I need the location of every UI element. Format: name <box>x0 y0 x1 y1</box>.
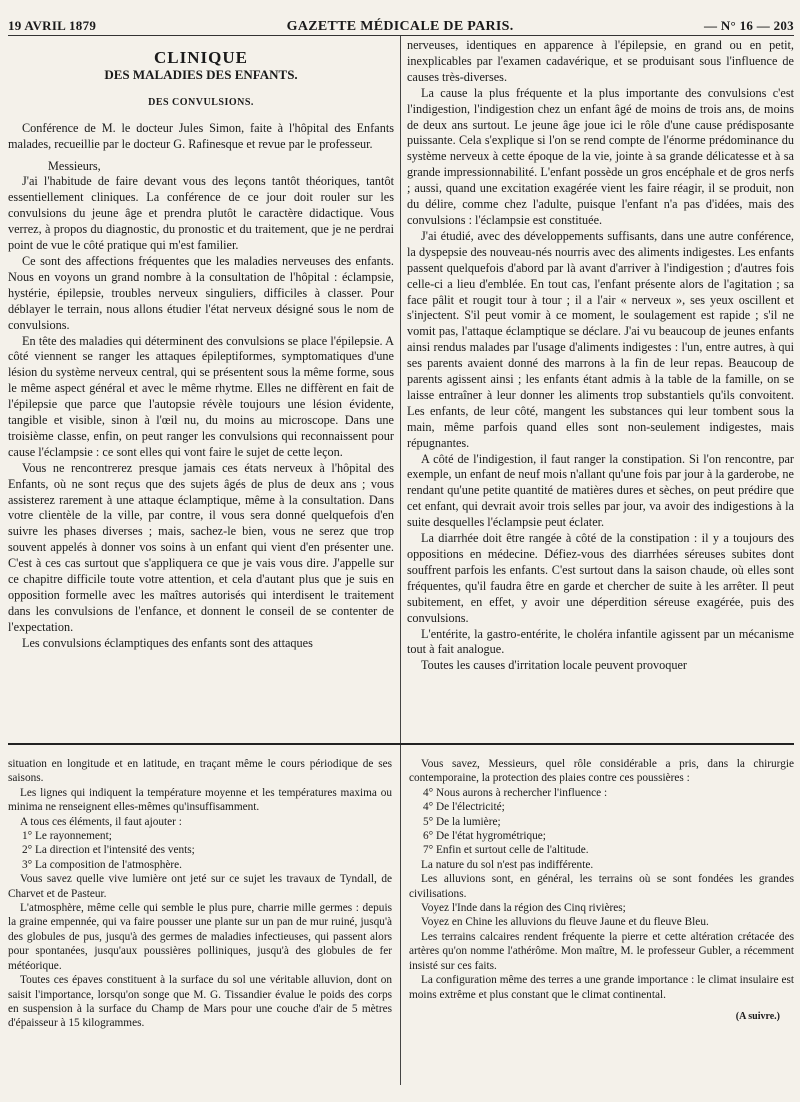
paragraph: Vous ne rencontrerez presque jamais ces états nerveux à l'hôpital des Enfants, où ne sont reçus que des sujets âgés de plus de deux ans ; vous assisterez rarement à une attaque éclamptique, même à la consultation. Dans votre clientèle de la ville, par contre, il vous sera donné quelquefois d'en suivre les phases diverses ; mais, sachez-le bien, vous ne serez que trop souvent appelés à donner vos soins à un enfant qui vient d'en présenter une. C'est à ces cas surtout que s'appliquera ce que je vais vous dire. J'appelle sur ce chapitre difficile toute votre attention, et cela d'autant plus que je suis en opposition formelle avec les maîtres autorisés qui interdisent le traitement dans les convulsions de l'enfance, et donnent le conseil de se contenter de l'expectation. <box>8 460 394 634</box>
paragraph: Voyez l'Inde dans la région des Cinq rivières; <box>421 902 626 915</box>
list-item: 7° Enfin et surtout celle de l'altitude. <box>423 844 589 857</box>
paragraph: L'atmosphère, même celle qui semble le plus pure, charrie mille germes : depuis la graine empennée, qui va faire pousser une plante sur un pan de mur ruiné, jusqu'à des globules de pus, jusqu'à des germes de maladies infectieuses, qui passent alors pour spontanées, jusqu'aux poussières polliniques, jusqu'à des globules de fer météorique. <box>8 902 392 972</box>
list-item: 4° Nous aurons à rechercher l'influence : <box>423 786 608 799</box>
list-item: 2° La direction et l'intensité des vents; <box>22 844 195 857</box>
bottom-column-left <box>8 745 401 1085</box>
article-bottom <box>8 745 794 1085</box>
section-title: CLINIQUE <box>154 48 248 67</box>
paragraph: Les alluvions sont, en général, les terrains où se sont fondées les grandes civilisations. <box>409 873 794 900</box>
salutation: Messieurs, <box>48 158 101 173</box>
paragraph: Toutes les causes d'irritation locale peuvent provoquer <box>421 658 688 673</box>
paragraph: En tête des maladies qui déterminent des convulsions se place l'épilepsie. A côté viennent se ranger les attaques épileptiformes, symptomatiques d'une lésion du système nerveux central, qui se présentent sous la même forme, sous le même aspect général et avec le même rhytme. Elles ne diffèrent en fait de l'épilepsie que parce que l'autopsie révèle toujours une lésion évidente, tangible et visible, sinon à l'œil nu, du moins au microscope. Dans une troisième classe, enfin, on peut ranger les convulsions qui reconnaissent pour cause l'éclampsie : ce sont elles qui vont faire le sujet de cette leçon. <box>8 333 394 459</box>
section-subtitle: DES MALADIES DES ENFANTS. <box>104 66 298 82</box>
paragraph: Vous savez, Messieurs, quel rôle considérable a pris, dans la chirurgie contemporaine, la protection des plaies contre ces poussières : <box>409 758 794 785</box>
journal-title: GAZETTE MÉDICALE DE PARIS. <box>286 19 514 34</box>
list-item: 6° De l'état hygrométrique; <box>423 830 546 843</box>
page-header <box>8 0 794 36</box>
paragraph: Vous savez quelle vive lumière ont jeté sur ce sujet les travaux de Tyndall, de Charvet et de Pasteur. <box>8 873 392 900</box>
paragraph: A côté de l'indigestion, il faut ranger la constipation. Si l'on rencontre, par exemple, un enfant de neuf mois n'allant qu'une fois par jour à la garderobe, ne rendant qu'une petite quantité de matières dures et sèches, on peut prédire que cet enfant, qui devrait avoir trois selles par jour, va avoir des indigestions à la suite desquelles l'éclampsie peut éclater. <box>407 451 794 530</box>
list-item: 3° La composition de l'atmosphère. <box>22 858 182 871</box>
to-be-continued: (A suivre.) <box>735 1010 780 1022</box>
issue-date: 19 AVRIL 1879 <box>8 18 97 33</box>
paragraph: J'ai étudié, avec des développements suffisants, dans une autre conférence, la dyspepsie des nouveau-nés nourris avec des aliments indigestes. Les enfants passent quelquefois d'abord par là avant d'arriver à l'indigestion ; d'autres fois celle-ci a lieu d'emblée. En tout cas, l'enfant présente alors de l'agitation ; sa face pâlit et rougit tour à tour ; il a l'air « nerveux », ses yeux oscillent et s'injectent. S'il peut vomir à ce moment, le soulagement est rapide ; s'il ne vomit pas, l'attaque éclamptique se déclare. J'ai vu beaucoup de jeunes enfants ainsi rendus malades par l'usage d'aliments indigestes : l'un, entre autres, à qui ses parents avaient donné des marrons à la fin de leur repas. Beaucoup de parents agissent ainsi ; les enfants étant admis à la table de la famille, on se laisse entraîner à leur donner les aliments trop substantiels qu'ils convoitent. Les enfants, de leur côté, mangent les substances qui leur tombent sous la main, même parfois quand elles sont non-seulement indigestes, mais répugnantes. <box>407 228 794 450</box>
paragraph: Les lignes qui indiquent la température moyenne et les températures maxima ou minima ne renseignent elles-mêmes qu'insuffisamment. <box>8 786 392 814</box>
paragraph: La diarrhée doit être rangée à côté de la constipation : il y a toujours des oppositions en médecine. Défiez-vous des diarrhées séreuses subites dont souffrent parfois les enfants. C'est surtout dans la saison chaude, où elles sont fréquentes, qu'il faudra être en garde et chercher de suite à les arrêter. Il peut subitement, en effet, y avoir une déperdition séreuse exagérée, puis des convulsions. <box>407 531 794 625</box>
article-intro: Conférence de M. le docteur Jules Simon, faite à l'hôpital des Enfants malades, recueillie par le docteur G. Rafinesque et revue par le professeur. <box>8 120 394 151</box>
list-item: 5° De la lumière; <box>423 815 501 828</box>
paragraph: La nature du sol n'est pas indifférente. <box>421 858 594 871</box>
paragraph: Toutes ces épaves constituent à la surface du sol une véritable alluvion, dont on saisit l'importance, lorsqu'on songe que M. G. Tissandier évalue le poids des corps en suspension à la surface du Champ de Mars pour une couche d'air de 5 mètres d'épaisseur à 15 kilogrammes. <box>8 974 392 1030</box>
paragraph: Voyez en Chine les alluvions du fleuve Jaune et du fleuve Bleu. <box>421 916 709 929</box>
bottom-column-right <box>401 745 794 1085</box>
column-right <box>401 36 794 743</box>
issue-number: — N° 16 — 203 <box>703 18 794 33</box>
paragraph: Les convulsions éclamptiques des enfants sont des attaques <box>22 635 313 650</box>
paragraph: Ce sont des affections fréquentes que les maladies nerveuses des enfants. Nous en voyons un grand nombre à la consultation de l'hôpital : éclampsie, hystérie, épilepsie, troubles nerveux singuliers, difficiles à classer. Pour déblayer le terrain, nous allons étudier l'état nerveux désigné sous le nom de convulsions. <box>8 253 394 332</box>
list-item: 4° De l'électricité; <box>423 801 505 814</box>
paragraph: L'entérite, la gastro-entérite, le choléra infantile agissent par un mécanisme tout à fait analogue. <box>407 626 794 657</box>
paragraph: J'ai l'habitude de faire devant vous des leçons tantôt théoriques, tantôt essentiellement cliniques. La conférence de ce jour doit rouler sur les convulsions du jeune âge et prendra plutôt le caractère didactique. Vous verrez, à propos du diagnostic, du pronostic et du traitement, que je ne perdrai point de vue le côté pratique qui m'est familier. <box>8 174 394 253</box>
paragraph: La configuration même des terres a une grande importance : le climat insulaire est moins extrême et plus constant que le climat continental. <box>409 974 794 1001</box>
column-left <box>8 36 401 743</box>
list-item: 1° Le rayonnement; <box>22 830 112 843</box>
article-top <box>8 36 794 745</box>
paragraph: nerveuses, identiques en apparence à l'épilepsie, en grand ou en petit, inexplicables par l'examen cadavérique, et se produisant sous l'influence de causes très-diverses. <box>407 38 794 84</box>
paragraph: Les terrains calcaires rendent fréquente la pierre et cette altération crétacée des artères qu'on nomme l'athérôme. Mon maître, M. le professeur Gubler, a récemment insisté sur ces faits. <box>409 930 794 972</box>
article-title: DES CONVULSIONS. <box>148 96 254 108</box>
paragraph: situation en longitude et en latitude, en traçant même le cours périodique de ses saisons. <box>8 758 392 785</box>
paragraph: La cause la plus fréquente et la plus importante des convulsions c'est l'indigestion, l'indigestion chez un enfant âgé de moins de trois ans, de moins de deux ans surtout. Le jeune âge joue ici le rôle d'une cause prédisposante puissante. Cela s'explique si l'on se rend compte de l'énorme prédominance du système nerveux à cette époque de la vie, jointe à sa grande délicatesse et à sa grande impressionnabilité. L'enfant possède un gros encéphale et de gros nerfs ; aussi, quand une excitation exagérée vient les faire réagir, il se produit, non du délire, comme chez l'adulte, puisque l'enfant n'a pas d'idées, mais des convulsions : l'éclampsie est constituée. <box>407 85 794 227</box>
paragraph: A tous ces éléments, il faut ajouter : <box>20 815 182 828</box>
